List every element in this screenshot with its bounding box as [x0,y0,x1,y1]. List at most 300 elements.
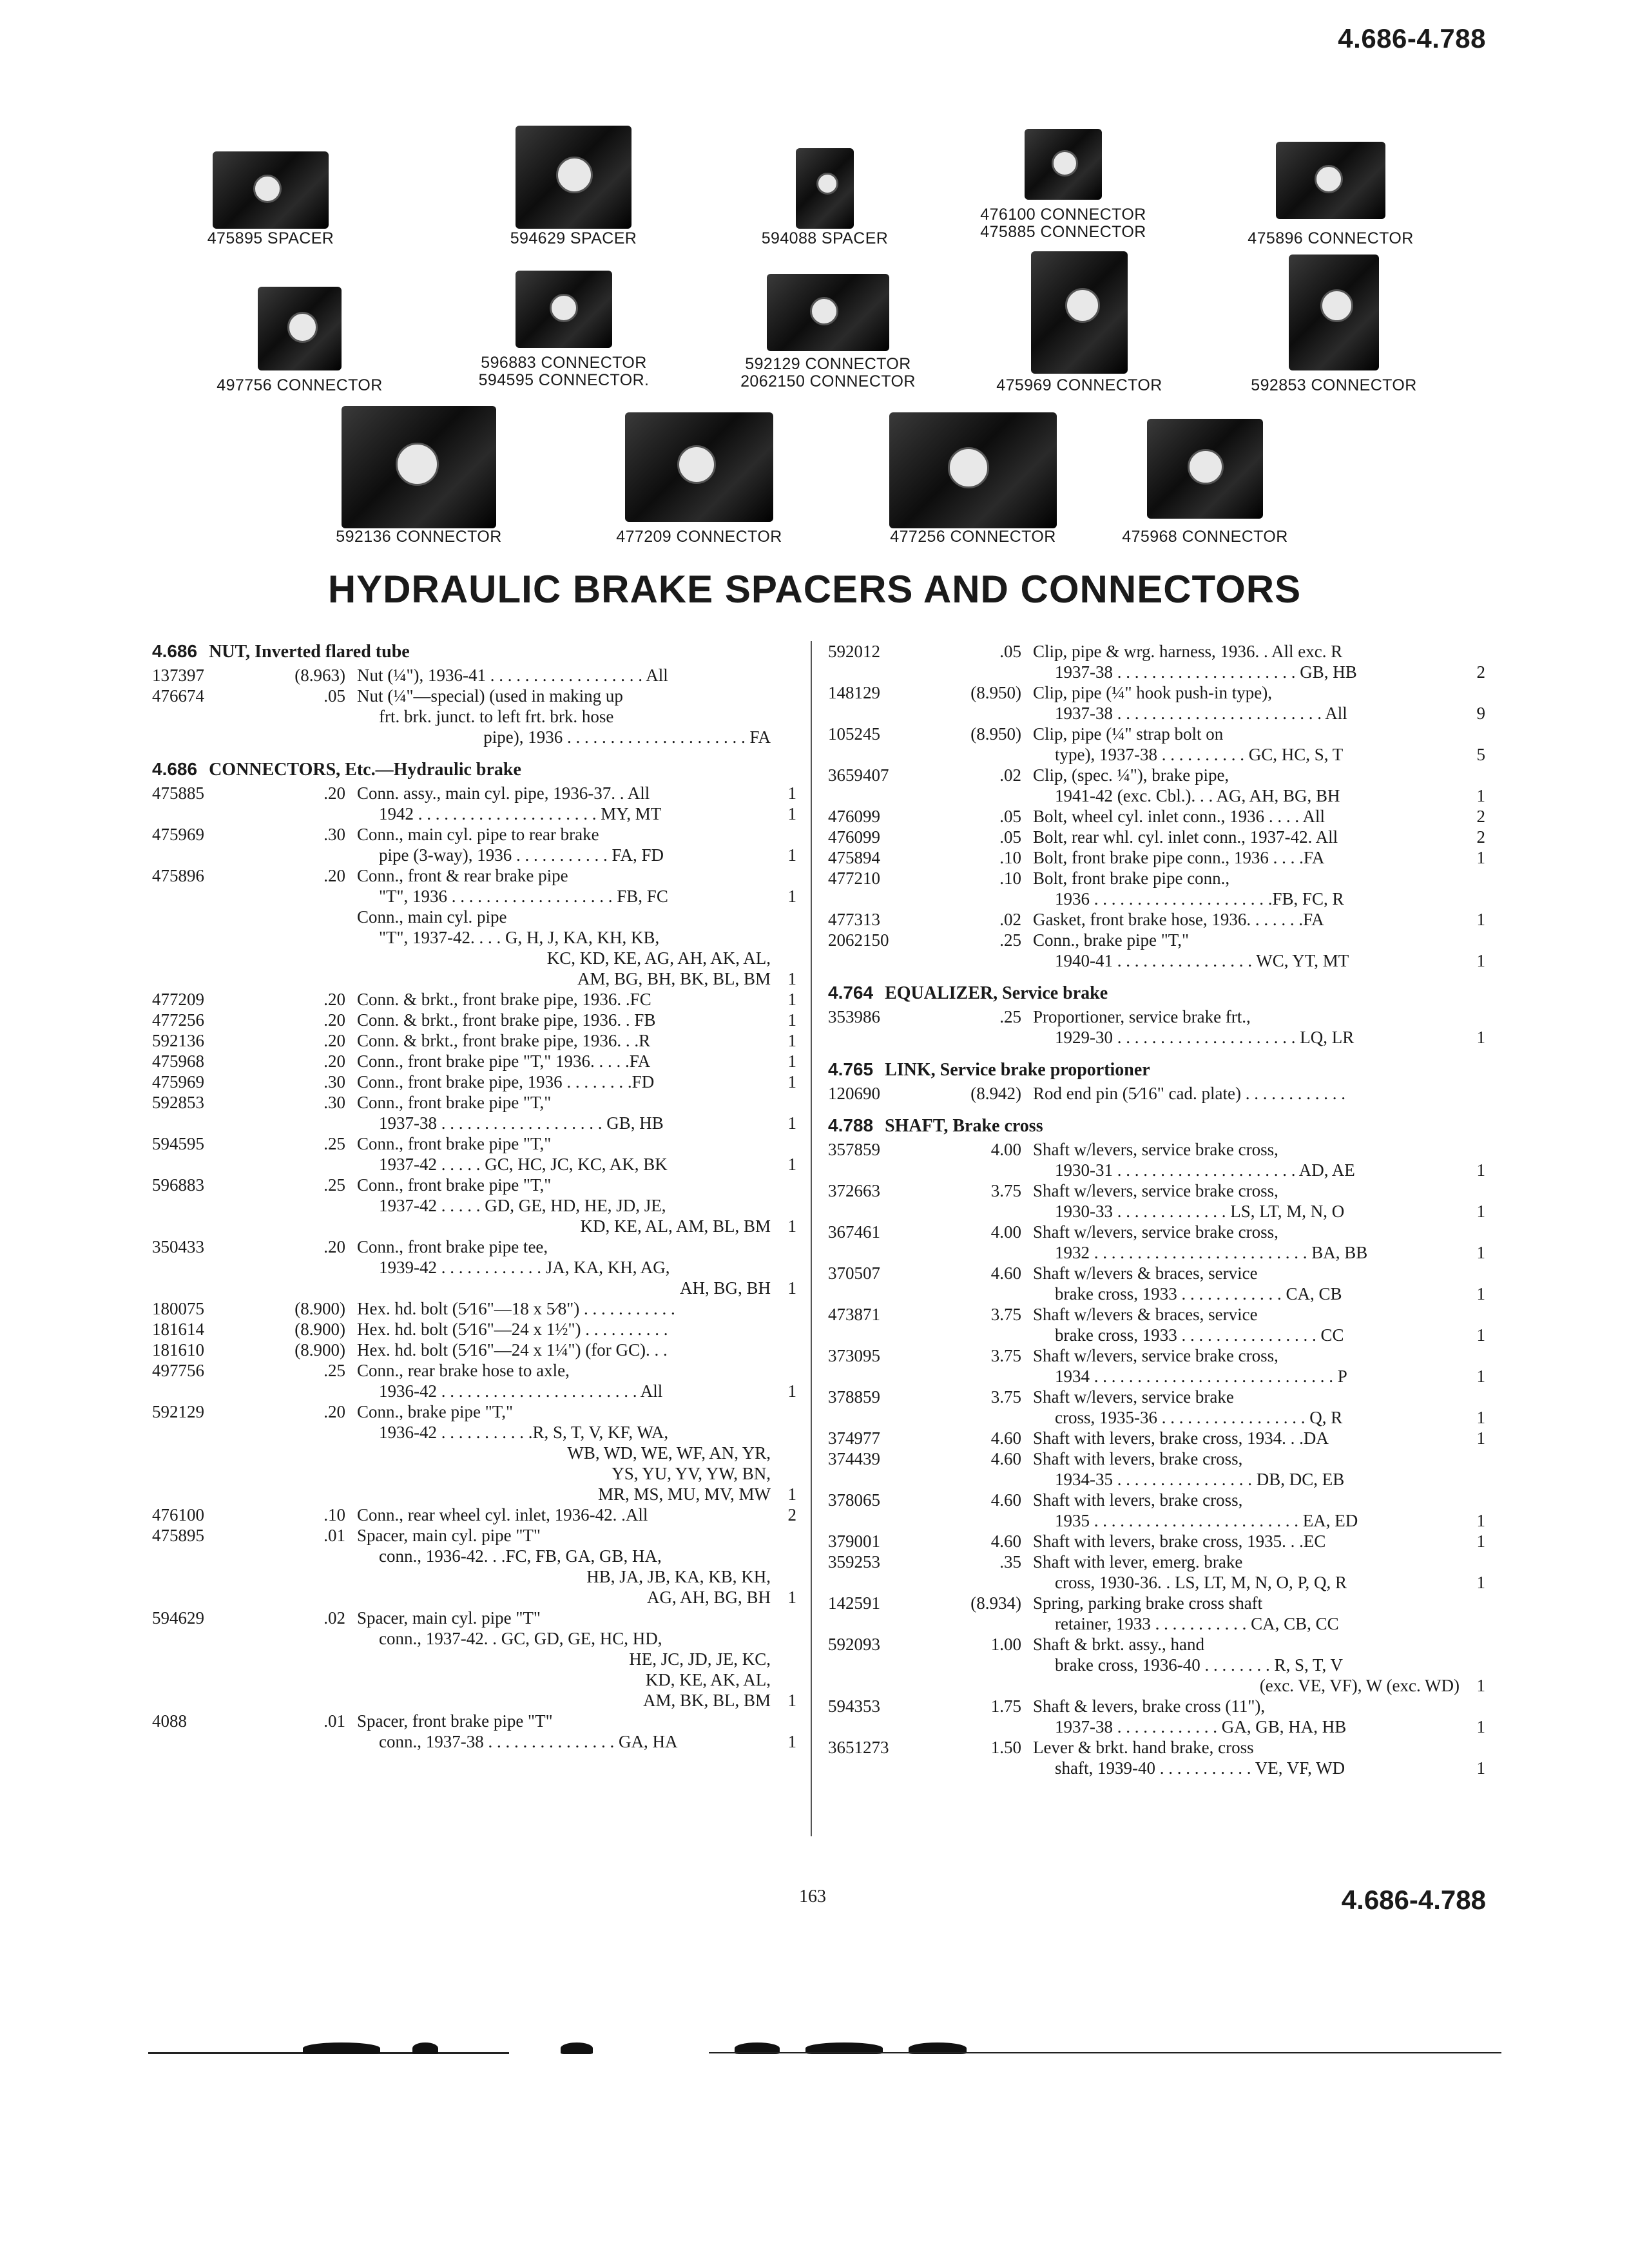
part-number: 105245 [828,724,880,744]
part-description [357,1608,771,1711]
part-hole-detail [1188,449,1224,485]
part-row [152,1030,796,1051]
parts-list-left-column [152,641,796,1752]
description-line: Clip, (spec. ¼"), brake pipe, [1033,765,1229,785]
part-description [1033,682,1460,724]
section-code: 4.788 [828,1115,874,1135]
description-line: Lever & brkt. hand brake, cross [1033,1738,1254,1757]
part-number: 477313 [828,910,880,929]
description-line: KD, KE, AL, AM, BL, BM [580,1216,771,1236]
part-quantity: 1 [1476,1511,1485,1530]
part-hole-detail [550,294,578,322]
description-line: "T", 1936 . . . . . . . . . . . . . . . . . . . FB, FC [379,887,668,906]
part-description [1033,806,1460,827]
part-quantity: 1 [1476,1028,1485,1047]
part-number: 477209 [152,990,204,1009]
part-price: 4.60 [990,1532,1021,1551]
part-number: 378065 [828,1490,880,1510]
description-line: Nut (¼"—special) (used in making up [357,686,623,706]
part-price: .30 [323,1072,345,1091]
description-line: shaft, 1939-40 . . . . . . . . . . . VE, VF, WD [1055,1758,1345,1778]
part-quantity: 9 [1476,704,1485,723]
description-line: Shaft w/levers, service brake cross, [1033,1181,1278,1200]
part-price: .20 [323,1237,345,1256]
part-description [1033,1180,1460,1222]
part-hole-detail [253,175,282,203]
part-quantity: 1 [1476,910,1485,929]
description-line: Proportioner, service brake frt., [1033,1007,1251,1026]
description-line: Shaft & levers, brake cross (11"), [1033,1696,1266,1716]
part-price: .20 [323,1010,345,1030]
description-line: Conn., front brake pipe "T," [357,1134,552,1153]
description-line: brake cross, 1933 . . . . . . . . . . . . . . . . CC [1055,1325,1344,1345]
part-description [1033,1593,1460,1634]
description-line: brake cross, 1933 . . . . . . . . . . . . CA, CB [1055,1284,1342,1303]
part-number: 475894 [828,848,880,867]
part-price: 1.00 [990,1635,1021,1654]
part-number: 181610 [152,1340,204,1360]
description-line: Bolt, front brake pipe conn., [1033,869,1230,888]
parts-list-right-column [828,641,1485,1778]
part-quantity: 1 [787,1031,796,1050]
section-name: NUT, Inverted flared tube [209,642,410,662]
part-row [828,1006,1485,1048]
description-line: Conn., front brake pipe "T," 1936. . . . .FA [357,1052,651,1071]
part-photo-image [1276,142,1385,219]
description-line: 1937-38 . . . . . . . . . . . . . . . . . . . . . GB, HB [1055,662,1357,682]
description-line: Shaft with lever, emerg. brake [1033,1552,1243,1571]
description-line: Bolt, front brake pipe conn., 1936 . . . .FA [1033,848,1325,867]
part-row [828,1263,1485,1304]
part-description [1033,1634,1460,1696]
part-row [152,824,796,865]
description-line: MR, MS, MU, MV, MW [597,1485,771,1504]
part-row [828,827,1485,847]
part-description [357,686,771,747]
part-quantity: 1 [1476,1243,1485,1262]
part-price: 3.75 [990,1346,1021,1365]
part-description [1033,641,1460,682]
description-line: frt. brk. junct. to left frt. brk. hose [379,707,614,726]
part-photo-image [1147,419,1263,519]
part-price: .25 [323,1175,345,1195]
description-line: 1932 . . . . . . . . . . . . . . . . . . . . . . . . . BA, BB [1055,1243,1368,1262]
scan-artifact-line [709,2052,1501,2053]
description-line: Conn., main cyl. pipe [357,907,507,927]
description-line: AM, BG, BH, BK, BL, BM [577,969,771,988]
part-description [1033,1387,1460,1428]
part-price: .25 [323,1134,345,1153]
part-quantity: 1 1 [787,783,796,823]
part-figure [438,126,709,247]
part-price: 3.75 [990,1387,1021,1407]
part-quantity: 1 [787,1072,796,1091]
part-quantity: 1 [787,990,796,1009]
description-line: Spring, parking brake cross shaft [1033,1593,1263,1613]
description-line: KD, KE, AK, AL, [645,1670,771,1689]
description-line: Clip, pipe (¼" strap bolt on [1033,724,1224,744]
part-description [357,1092,771,1133]
description-line: 1936 . . . . . . . . . . . . . . . . . . . . .FB, FC, R [1055,889,1344,908]
part-description [1033,1304,1460,1345]
part-number: 148129 [828,683,880,702]
description-line: Conn., front brake pipe, 1936 . . . . . . . .FD [357,1072,655,1091]
description-line: Shaft w/levers, service brake cross, [1033,1346,1278,1365]
part-number: 378859 [828,1387,880,1407]
part-price: .30 [323,825,345,844]
part-figure [135,151,406,247]
section-heading [152,759,796,780]
part-row [152,665,796,686]
part-description [357,1504,771,1525]
description-line: Conn., front brake pipe "T," [357,1093,552,1112]
part-number: 475969 [152,825,204,844]
part-price: .10 [323,1505,345,1524]
description-line: cross, 1935-36 . . . . . . . . . . . . . . . . . Q, R [1055,1408,1343,1427]
description-line: Hex. hd. bolt (5⁄16"—24 x 1½") . . . . . . . . . . [357,1320,668,1339]
part-description [1033,1345,1460,1387]
part-figure [429,271,699,389]
part-number [152,907,262,989]
part-row [152,1236,796,1298]
part-number: 592129 [152,1402,204,1421]
part-quantity: 1 [1476,1284,1485,1303]
page-title: HYDRAULIC BRAKE SPACERS AND CONNECTORS [327,568,1302,611]
part-number: 476674 [152,686,204,706]
description-line: KC, KD, KE, AG, AH, AK, AL, [546,948,771,968]
description-line: conn., 1937-38 . . . . . . . . . . . . . . . GA, HA [379,1732,678,1751]
part-price: .20 [323,990,345,1009]
part-price: .20 [323,1402,345,1421]
part-photo-image [625,412,773,522]
part-number: 374977 [828,1428,880,1448]
part-row [828,1345,1485,1387]
part-row [152,1298,796,1319]
description-line: 1935 . . . . . . . . . . . . . . . . . . . . . . . . EA, ED [1055,1511,1358,1530]
part-description [1033,1552,1460,1593]
part-number: 596883 [152,1175,204,1195]
part-number: 475969 [152,1072,204,1091]
description-line: 1930-33 . . . . . . . . . . . . . LS, LT, M, N, O [1055,1202,1345,1221]
part-price: .35 [999,1552,1021,1571]
part-number: 3651273 [828,1738,889,1757]
description-line: Rod end pin (5⁄16" cad. plate) . . . . . . . . . . . . [1033,1084,1345,1103]
description-line: Shaft w/levers & braces, service [1033,1264,1258,1283]
part-row [152,989,796,1010]
part-quantity: 1 [787,1381,796,1401]
description-line: 1934 . . . . . . . . . . . . . . . . . . . . . . . . . . . . P [1055,1367,1347,1386]
part-quantity: 2 [1476,807,1485,826]
figure-caption: 475968 CONNECTOR [1122,528,1288,546]
description-line: Conn. & brkt., front brake pipe, 1936. . .R [357,1031,651,1050]
part-number: 372663 [828,1181,880,1200]
part-description [357,1051,771,1072]
description-line: Shaft with levers, brake cross, [1033,1449,1243,1468]
figure-caption: 592853 CONNECTOR [1251,376,1417,394]
part-hole-detail [816,173,839,195]
figure-caption: 592136 CONNECTOR [336,528,502,546]
part-row [828,1531,1485,1552]
part-row [152,1525,796,1608]
description-line: type), 1937-38 . . . . . . . . . . GC, HC, S, T [1055,745,1344,764]
part-row [828,868,1485,909]
part-number: 359253 [828,1552,880,1571]
part-row [152,1051,796,1072]
part-hole-detail [396,443,439,486]
section-code: 4.765 [828,1059,874,1079]
part-description [357,989,771,1010]
part-price: (8.900) [294,1340,345,1360]
part-number: 2062150 [828,930,889,950]
part-price: .05 [999,827,1021,847]
part-quantity: 1 [787,1155,796,1174]
part-quantity: 1 [1476,1428,1485,1448]
description-line: Conn., front brake pipe "T," [357,1175,552,1195]
description-line: retainer, 1933 . . . . . . . . . . . CA, CB, CC [1055,1614,1339,1633]
part-row [828,1593,1485,1634]
part-number: 137397 [152,666,204,685]
part-price: 4.00 [990,1140,1021,1159]
part-number: 374439 [828,1449,880,1468]
part-hole-detail [948,447,989,488]
figure-caption: 2062150 CONNECTOR [740,372,916,390]
part-description [1033,1263,1460,1304]
part-description [1033,1531,1460,1552]
figure-caption: 592129 CONNECTOR [745,355,911,373]
part-photo-image [516,126,631,229]
scan-artifact-blob [561,2042,593,2054]
description-line: conn., 1937-42. . GC, GD, GE, HC, HD, [379,1629,662,1648]
part-description [1033,868,1460,909]
part-hole-detail [287,312,318,343]
figure-caption: 594088 SPACER [761,229,889,247]
part-quantity: 1 [1476,1408,1485,1427]
part-description [1033,827,1460,847]
part-description [357,665,771,686]
description-line: Conn., front brake pipe tee, [357,1237,548,1256]
description-line: Shaft w/levers, service brake cross, [1033,1140,1278,1159]
part-row [152,1711,796,1752]
part-description [1033,1139,1460,1180]
description-line: Clip, pipe (¼" hook push-in type), [1033,683,1272,702]
part-quantity: 2 [1476,827,1485,847]
description-line: Clip, pipe & wrg. harness, 1936. . All exc. R [1033,642,1343,661]
part-description [1033,930,1460,971]
description-line: cross, 1930-36. . LS, LT, M, N, O, P, Q, R [1055,1573,1347,1592]
header-section-range: 4.686-4.788 [1338,23,1486,53]
description-line: Shaft with levers, brake cross, [1033,1490,1243,1510]
part-number: 120690 [828,1084,880,1103]
description-line: Conn., brake pipe "T," [357,1402,513,1421]
part-row [828,1552,1485,1593]
part-number: 379001 [828,1532,880,1551]
part-row [152,1092,796,1133]
part-quantity: 1 [787,1010,796,1030]
part-figure [1199,255,1469,394]
part-number: 473871 [828,1305,880,1324]
part-quantity: 1 [1476,951,1485,970]
description-line: Conn. & brkt., front brake pipe, 1936. .FC [357,990,651,1009]
description-line: WB, WD, WE, WF, AN, YR, [567,1443,771,1463]
part-row [828,806,1485,827]
part-row [152,907,796,989]
part-row [828,682,1485,724]
part-figure [928,129,1199,241]
description-line: YS, YU, YV, YW, BN, [612,1464,771,1483]
part-number: 181614 [152,1320,204,1339]
part-quantity: 1 [787,969,796,988]
part-number: 592093 [828,1635,880,1654]
part-description [357,1360,771,1401]
description-line: Hex. hd. bolt (5⁄16"—24 x 1¼") (for GC). . . [357,1340,668,1360]
part-quantity: 1 [1476,1532,1485,1551]
part-description [1033,724,1460,765]
part-price: .05 [323,686,345,706]
description-line: 1937-38 . . . . . . . . . . . . GA, GB, HA, HB [1055,1717,1347,1736]
part-price: .05 [999,642,1021,661]
description-line: brake cross, 1936-40 . . . . . . . . R, S, T, V [1055,1655,1343,1675]
description-line: AG, AH, BG, BH [646,1588,771,1607]
part-quantity: 1 [787,1732,796,1751]
part-price: (8.900) [294,1320,345,1339]
description-line: Shaft w/levers & braces, service [1033,1305,1258,1324]
part-hole-detail [1065,288,1100,323]
part-row [828,1634,1485,1696]
part-quantity: 1 [1476,848,1485,867]
part-price: (8.963) [294,666,345,685]
part-price: 1.75 [990,1696,1021,1716]
description-line: 1936-42 . . . . . . . . . . .R, S, T, V, KF, WA, [379,1423,669,1442]
part-row [828,1083,1485,1104]
part-price: .01 [323,1526,345,1545]
part-quantity: 1 [1476,1573,1485,1592]
description-line: (exc. VE, VF), W (exc. WD) [1259,1676,1460,1695]
part-row [828,641,1485,682]
description-line: Conn., main cyl. pipe to rear brake [357,825,599,844]
part-row [152,783,796,824]
part-number: 592136 [152,1031,204,1050]
part-price: (8.950) [970,683,1021,702]
part-number: 475895 [152,1526,204,1545]
part-photo-image [889,412,1057,528]
description-line: Hex. hd. bolt (5⁄16"—18 x 5⁄8") . . . . . . . . . . . [357,1299,675,1318]
description-line: HE, JC, JD, JE, KC, [629,1649,771,1669]
description-line: 1937-42 . . . . . GC, HC, JC, KC, AK, BK [379,1155,668,1174]
part-price: 3.75 [990,1305,1021,1324]
part-price: .20 [323,1052,345,1071]
part-description [357,1072,771,1092]
part-price: .10 [999,869,1021,888]
part-number: 475885 [152,783,204,803]
part-description [1033,765,1460,806]
part-price: .02 [999,910,1021,929]
part-price: 4.60 [990,1264,1021,1283]
section-heading [828,983,1485,1004]
part-quantity: 1 [787,1278,796,1298]
part-quantity: 2 [1476,662,1485,682]
description-line: pipe), 1936 . . . . . . . . . . . . . . . . . . . . . FA [483,727,771,747]
part-hole-detail [1320,289,1353,322]
part-row [152,1608,796,1711]
part-row [828,1737,1485,1778]
description-line: Shaft w/levers, service brake cross, [1033,1222,1278,1242]
part-number: 476099 [828,807,880,826]
part-description [357,865,771,907]
part-number: 497756 [152,1361,204,1380]
part-description [357,1319,771,1340]
part-row [152,1133,796,1175]
section-name: CONNECTORS, Etc.—Hydraulic brake [209,760,521,780]
description-line: Conn., rear wheel cyl. inlet, 1936-42. .All [357,1505,648,1524]
description-line: 1937-38 . . . . . . . . . . . . . . . . . . . GB, HB [379,1113,664,1133]
section-heading [828,1115,1485,1137]
figure-caption: 596883 CONNECTOR [481,354,647,372]
part-description [357,1030,771,1051]
scan-artifact-blob [303,2042,380,2054]
part-row [828,1428,1485,1448]
part-price: .10 [999,848,1021,867]
part-description [1033,1428,1460,1448]
part-number: 477256 [152,1010,204,1030]
part-row [152,1360,796,1401]
part-quantity: 1 [787,1052,796,1071]
section-heading [152,641,796,662]
figure-caption: 594595 CONNECTOR. [478,371,650,389]
part-quantity: 1 [1476,786,1485,805]
part-description [1033,909,1460,930]
part-description [357,1133,771,1175]
part-price: .20 [323,783,345,803]
part-price [262,907,357,989]
part-price: 4.60 [990,1449,1021,1468]
description-line: pipe (3-way), 1936 . . . . . . . . . . . FA, FD [379,845,664,865]
part-description [357,1298,771,1319]
figure-caption: 497756 CONNECTOR [217,376,383,394]
part-number: 357859 [828,1140,880,1159]
part-price: 4.00 [990,1222,1021,1242]
part-price: .30 [323,1093,345,1112]
part-description [1033,847,1460,868]
section-name: SHAFT, Brake cross [885,1116,1043,1136]
description-line: Shaft w/levers, service brake [1033,1387,1234,1407]
description-line: Conn., rear brake hose to axle, [357,1361,570,1380]
section-heading [828,1059,1485,1081]
description-line: Shaft with levers, brake cross, 1935. . .EC [1033,1532,1326,1551]
part-price: .25 [323,1361,345,1380]
description-line: HB, JA, JB, KA, KB, KH, [586,1567,771,1586]
description-line: Conn., brake pipe "T," [1033,930,1189,950]
part-row [828,1448,1485,1490]
part-photo-image [1031,251,1128,374]
part-price: .02 [999,765,1021,785]
description-line: 1942 . . . . . . . . . . . . . . . . . . . . . MY, MT [379,804,662,823]
description-line: Bolt, wheel cyl. inlet conn., 1936 . . . . All [1033,807,1325,826]
part-photo-image [796,148,854,229]
part-description [1033,1006,1460,1048]
part-number: 370507 [828,1264,880,1283]
section-code: 4.686 [152,759,198,779]
part-quantity: 1 [1476,1717,1485,1736]
part-photo-image [342,406,496,528]
part-number: 373095 [828,1346,880,1365]
part-row [828,724,1485,765]
description-line: 1930-31 . . . . . . . . . . . . . . . . . . . . . AD, AE [1055,1160,1355,1180]
part-number: 592853 [152,1093,204,1112]
part-photo-image [1289,255,1379,370]
part-row [152,1010,796,1030]
part-row [152,865,796,907]
part-quantity: 1 [787,845,796,865]
